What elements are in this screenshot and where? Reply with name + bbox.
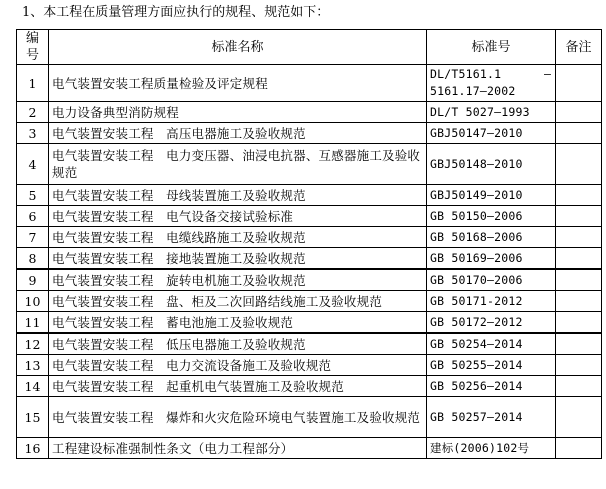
table-row xyxy=(17,355,602,376)
row-num: 6 xyxy=(17,206,49,227)
header-num: 编号 xyxy=(17,30,49,65)
table-row xyxy=(17,185,602,206)
row-name: 电气装置安装工程 爆炸和火灾危险环境电气装置施工及验收规范 xyxy=(49,397,427,438)
row-remark xyxy=(556,333,602,355)
table-row xyxy=(17,438,602,459)
standards-table xyxy=(16,29,602,459)
row-remark xyxy=(556,65,602,102)
table-row xyxy=(17,291,602,312)
row-code: GB 50171-2012 xyxy=(427,291,556,312)
row-name: 电气装置安装工程 电气设备交接试验标准 xyxy=(49,206,427,227)
row-name: 电气装置安装工程 蓄电池施工及验收规范 xyxy=(49,312,427,334)
row-remark xyxy=(556,291,602,312)
row-name: 电气装置安装工程 低压电器施工及验收规范 xyxy=(49,333,427,355)
row-name: 电气装置安装工程 电力变压器、油浸电抗器、互感器施工及验收规范 xyxy=(49,144,427,185)
row-remark xyxy=(556,397,602,438)
row-num: 12 xyxy=(17,333,49,355)
row-code: GB 50257—2014 xyxy=(427,397,556,438)
row-code: GBJ50148—2010 xyxy=(427,144,556,185)
table-row xyxy=(17,269,602,291)
row-num: 8 xyxy=(17,248,49,270)
row-remark xyxy=(556,144,602,185)
row-remark xyxy=(556,376,602,397)
row-code: GB 50168—2006 xyxy=(427,227,556,248)
row-remark xyxy=(556,438,602,459)
row-code: GBJ50149—2010 xyxy=(427,185,556,206)
row-code: GB 50170—2006 xyxy=(427,269,556,291)
row-code: GB 50254—2014 xyxy=(427,333,556,355)
row-name: 电气装置安装工程 电力交流设备施工及验收规范 xyxy=(49,355,427,376)
table-row xyxy=(17,312,602,334)
row-num: 10 xyxy=(17,291,49,312)
table-row xyxy=(17,376,602,397)
header-remark: 备注 xyxy=(556,30,602,65)
header-name: 标准名称 xyxy=(49,30,427,65)
row-num: 4 xyxy=(17,144,49,185)
row-code-line2: 5161.17—2002 xyxy=(430,84,516,98)
header-code: 标准号 xyxy=(427,30,556,65)
table-row xyxy=(17,123,602,144)
row-num: 1 xyxy=(17,65,49,102)
row-remark xyxy=(556,102,602,123)
row-num: 13 xyxy=(17,355,49,376)
row-code: GB 50255—2014 xyxy=(427,355,556,376)
row-num: 3 xyxy=(17,123,49,144)
row-num: 15 xyxy=(17,397,49,438)
row-num: 7 xyxy=(17,227,49,248)
row-name: 工程建设标准强制性条文（电力工程部分） xyxy=(49,438,427,459)
row-code: GB 50256—2014 xyxy=(427,376,556,397)
row-name: 电力设备典型消防规程 xyxy=(49,102,427,123)
row-num: 5 xyxy=(17,185,49,206)
row-num: 2 xyxy=(17,102,49,123)
row-num: 11 xyxy=(17,312,49,334)
row-code: DL/T 5027—1993 xyxy=(427,102,556,123)
row-code: GB 50150—2006 xyxy=(427,206,556,227)
intro-heading: 1、本工程在质量管理方面应执行的规程、规范如下： xyxy=(22,5,330,20)
row-code: GB 50169—2006 xyxy=(427,248,556,270)
row-name: 电气装置安装工程 盘、柜及二次回路结线施工及验收规范 xyxy=(49,291,427,312)
table-row xyxy=(17,397,602,438)
row-num: 16 xyxy=(17,438,49,459)
table-row xyxy=(17,227,602,248)
row-name: 电气装置安装工程 高压电器施工及验收规范 xyxy=(49,123,427,144)
row-name: 电气装置安装工程 起重机电气装置施工及验收规范 xyxy=(49,376,427,397)
row-name: 电气装置安装工程质量检验及评定规程 xyxy=(49,65,427,102)
row-name: 电气装置安装工程 母线装置施工及验收规范 xyxy=(49,185,427,206)
row-remark xyxy=(556,248,602,270)
row-code-line1: DL/T5161.1 — xyxy=(430,67,552,81)
row-remark xyxy=(556,185,602,206)
table-header-row xyxy=(17,30,602,65)
table-row xyxy=(17,65,602,102)
row-remark xyxy=(556,355,602,376)
row-code: GB 50172—2012 xyxy=(427,312,556,334)
row-num: 14 xyxy=(17,376,49,397)
row-name: 电气装置安装工程 电缆线路施工及验收规范 xyxy=(49,227,427,248)
row-num: 9 xyxy=(17,269,49,291)
row-remark xyxy=(556,123,602,144)
table-row xyxy=(17,144,602,185)
table-row xyxy=(17,206,602,227)
row-name: 电气装置安装工程 旋转电机施工及验收规范 xyxy=(49,269,427,291)
row-code: GBJ50147—2010 xyxy=(427,123,556,144)
row-code xyxy=(427,65,556,102)
table-row xyxy=(17,333,602,355)
row-name: 电气装置安装工程 接地装置施工及验收规范 xyxy=(49,248,427,270)
row-code: 建标(2006)102号 xyxy=(427,438,556,459)
table-row xyxy=(17,248,602,270)
row-remark xyxy=(556,269,602,291)
row-remark xyxy=(556,206,602,227)
row-remark xyxy=(556,227,602,248)
row-remark xyxy=(556,312,602,334)
table-row xyxy=(17,102,602,123)
